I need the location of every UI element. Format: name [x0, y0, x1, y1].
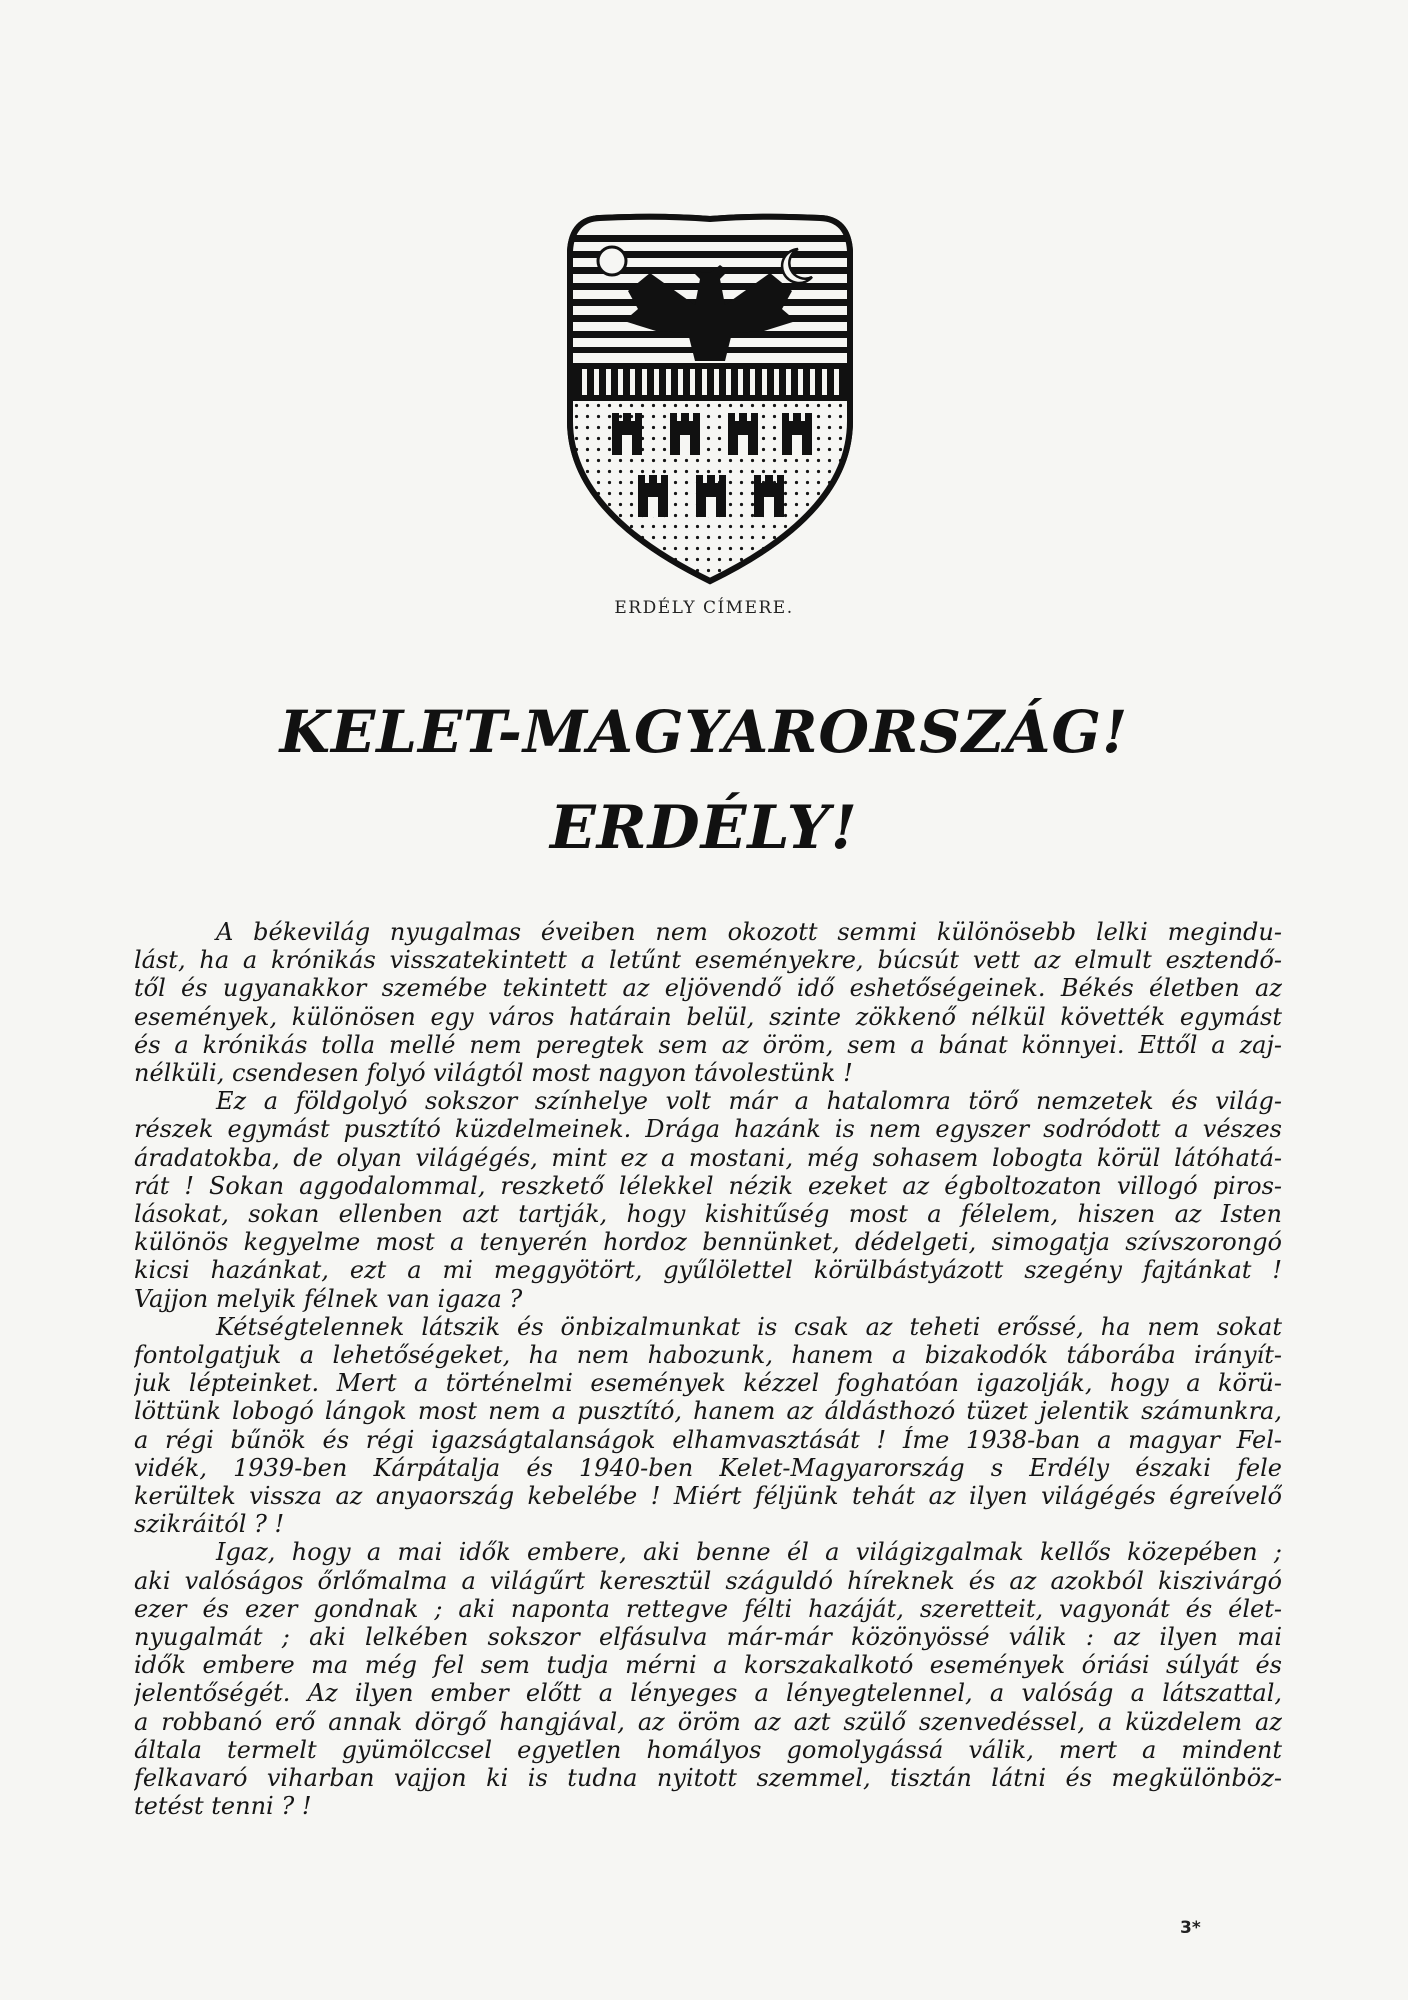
article-line: vidék, 1939-ben Kárpátalja és 1940-ben Kelet-Magyarország s Erdély északi fele: [134, 1453, 1282, 1482]
article-line: től és ugyanakkor szemébe tekintett az eljövendő idő eshetőségeinek. Békés életben az: [134, 974, 1282, 1003]
article-line: aki valóságos őrlőmalma a világűrt keresztül száguldó híreknek és az azokból kiszivárgó: [134, 1566, 1282, 1595]
article-line: általa termelt gyümölccsel egyetlen homályos gomolygássá válik, mert a mindent: [134, 1735, 1282, 1764]
article-line: juk lépteinket. Mert a történelmi események kézzel foghatóan igazolják, hogy a körü-: [134, 1369, 1282, 1398]
article-line: tetést tenni ? !: [134, 1792, 312, 1821]
article-line: Vajjon melyik félnek van igaza ?: [134, 1284, 523, 1313]
article-line: nyugalmát ; aki lelkében sokszor elfásulva már-már közönyössé válik : az ilyen mai: [134, 1623, 1282, 1652]
article-line: a robbanó erő annak dörgő hangjával, az öröm az azt szülő szenvedéssel, a küzdelem az: [134, 1707, 1282, 1736]
article-line: löttünk lobogó lángok most nem a pusztító, hanem az áldásthozó tüzet jelentik számunkra,: [134, 1397, 1282, 1426]
article-line: Ez a földgolyó sokszor színhelye volt már a hatalomra törő nemzetek és világ-: [216, 1087, 1282, 1116]
article-line: és a krónikás tolla mellé nem peregtek sem az öröm, sem a bánat könnyei. Ettől a zaj-: [134, 1030, 1282, 1059]
article-line: különös kegyelme most a tenyerén hordoz bennünket, dédelgeti, simogatja szívszorongó: [134, 1228, 1282, 1257]
article-line: fontolgatjuk a lehetőségeket, ha nem habozunk, hanem a bizakodók táborába irányít-: [134, 1341, 1282, 1370]
article-line: részek egymást pusztító küzdelmeinek. Drága hazánk is nem egyszer sodródott a vészes: [134, 1115, 1282, 1144]
article-line: kicsi hazánkat, ezt a mi meggyötört, gyűlölettel körülbástyázott szegény fajtánkat !: [134, 1256, 1282, 1285]
page-subtitle: ERDÉLY!: [550, 793, 858, 863]
article-line: kerültek vissza az anyaország kebelébe ! Miért féljünk tehát az ilyen világégés égreívelő: [134, 1482, 1282, 1511]
article-line: Kétségtelennek látszik és önbizalmunkat is csak az teheti erőssé, ha nem sokat: [216, 1312, 1282, 1341]
article-line: A békevilág nyugalmas éveiben nem okozott semmi különösebb lelki megindu-: [216, 918, 1282, 946]
article-line: rát ! Sokan aggodalommal, reszkető lélekkel nézik ezeket az égboltozaton villogó piros-: [134, 1171, 1282, 1200]
article-line: jelentőségét. Az ilyen ember előtt a lényeges a lényegtelennel, a valóság a látszattal,: [134, 1679, 1282, 1708]
article-line: a régi bűnök és régi igazságtalanságok elhamvasztását ! Íme 1938-ban a magyar Fel-: [134, 1425, 1282, 1454]
page-title: KELET-MAGYARORSZÁG!: [279, 698, 1129, 766]
article-line: Igaz, hogy a mai idők embere, aki benne él a világizgalmak kellős közepében ;: [216, 1538, 1282, 1567]
article-line: idők embere ma még fel sem tudja mérni a korszakalkotó események óriási súlyát és: [134, 1651, 1282, 1680]
article-line: áradatokba, de olyan világégés, mint ez a mostani, még sohasem lobogta körül látóhatá-: [134, 1143, 1282, 1172]
article-line: ezer és ezer gondnak ; aki naponta rettegve félti hazáját, szeretteit, vagyonát és élet-: [134, 1594, 1282, 1623]
emblem-caption: ERDÉLY CÍMERE.: [614, 598, 794, 618]
article-line: szikráitól ? !: [134, 1510, 285, 1539]
article-line: felkavaró viharban vajjon ki is tudna nyitott szemmel, tisztán látni és megkülönböz-: [134, 1764, 1282, 1793]
article-line: lást, ha a krónikás visszatekintett a letűnt eseményekre, búcsút vett az elmult esztendő-: [134, 946, 1282, 975]
article-line: nélküli, csendesen folyó világtól most nagyon távolestünk !: [134, 1059, 853, 1088]
article-line: események, különösen egy város határain belül, szinte zökkenő nélkül követték egymást: [134, 1002, 1282, 1031]
coat-of-arms-emblem: [560, 213, 860, 585]
article-body: [134, 918, 1282, 1821]
article-line: lásokat, sokan ellenben azt tartják, hogy kishitűség most a félelem, hiszen az Isten: [134, 1200, 1282, 1229]
page-number: 3*: [1180, 1918, 1201, 1938]
